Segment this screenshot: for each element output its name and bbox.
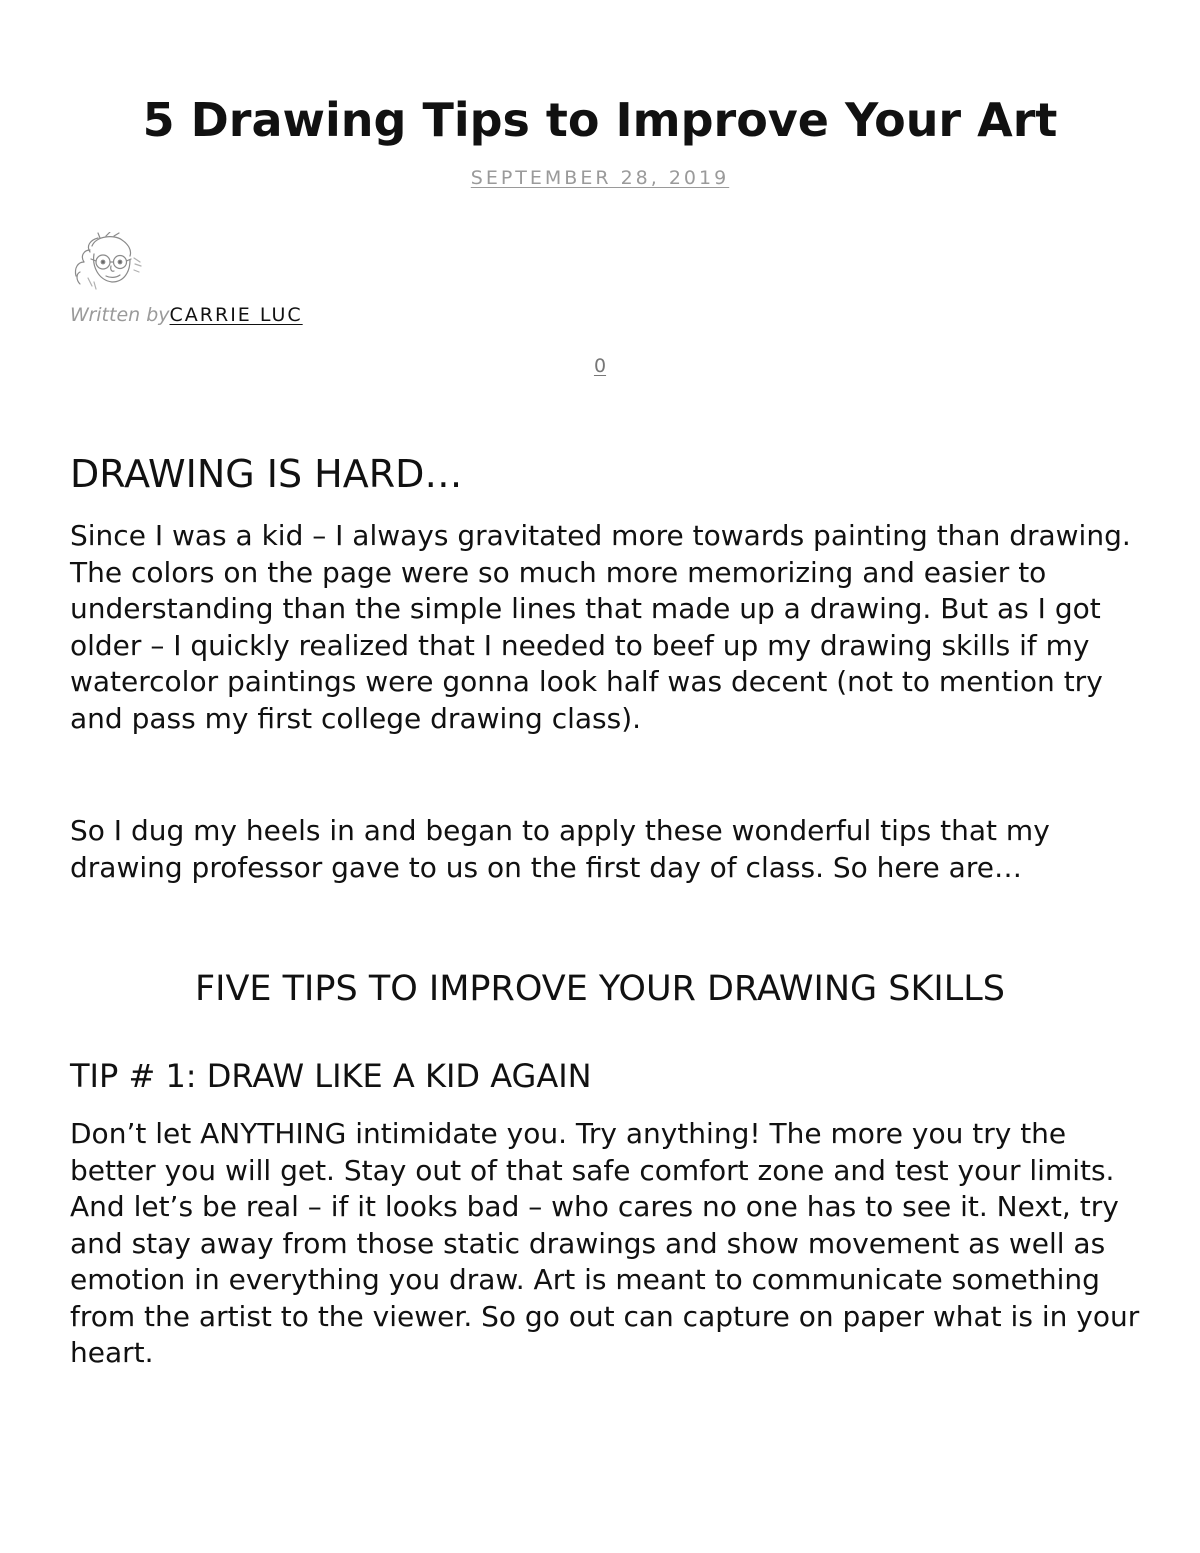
tips-heading: FIVE TIPS TO IMPROVE YOUR DRAWING SKILLS [195,969,1005,1009]
author-name-link[interactable]: CARRIE LUC [169,304,303,326]
post-date-link[interactable]: SEPTEMBER 28, 2019 [470,167,730,189]
post-title: 5 Drawing Tips to Improve Your Art [142,93,1058,147]
comment-count-link[interactable]: 0 [593,355,607,377]
author-avatar[interactable] [70,232,144,292]
intro-paragraph-2: So I dug my heels in and began to apply these wonderful tips that my drawing professor gave to us on the first day of class. So here are… [70,814,1050,884]
tip-1-body: Don’t let ANYTHING intimidate you. Try anything! The more you try the better you will get. Stay out of that safe comfort zone and test your limits. And let’s be real – if it looks bad – who cares no one has to see it. Next, try and stay away from those static drawings and show movement as well as emotion in everything you draw. Art is meant to communicate something from the artist to the viewer. So go out can capture on paper what is in your heart. [70,1117,1140,1369]
sketch-portrait-avatar-icon [70,232,144,292]
tip-1-heading: TIP # 1: DRAW LIKE A KID AGAIN [70,1057,592,1095]
intro-paragraph-1: Since I was a kid – I always gravitated more towards painting than drawing. The colors on the page were so much more memorizing and easier to understanding than the simple lines that made up a drawing. But as I got older – I quickly realized that I needed to beef up my drawing skills if my watercolor paintings were gonna look half was decent (not to mention try and pass my first college drawing class). [70,519,1131,735]
byline [70,304,303,326]
intro-heading: DRAWING IS HARD… [70,452,463,496]
written-by-label: Written by [70,304,170,326]
